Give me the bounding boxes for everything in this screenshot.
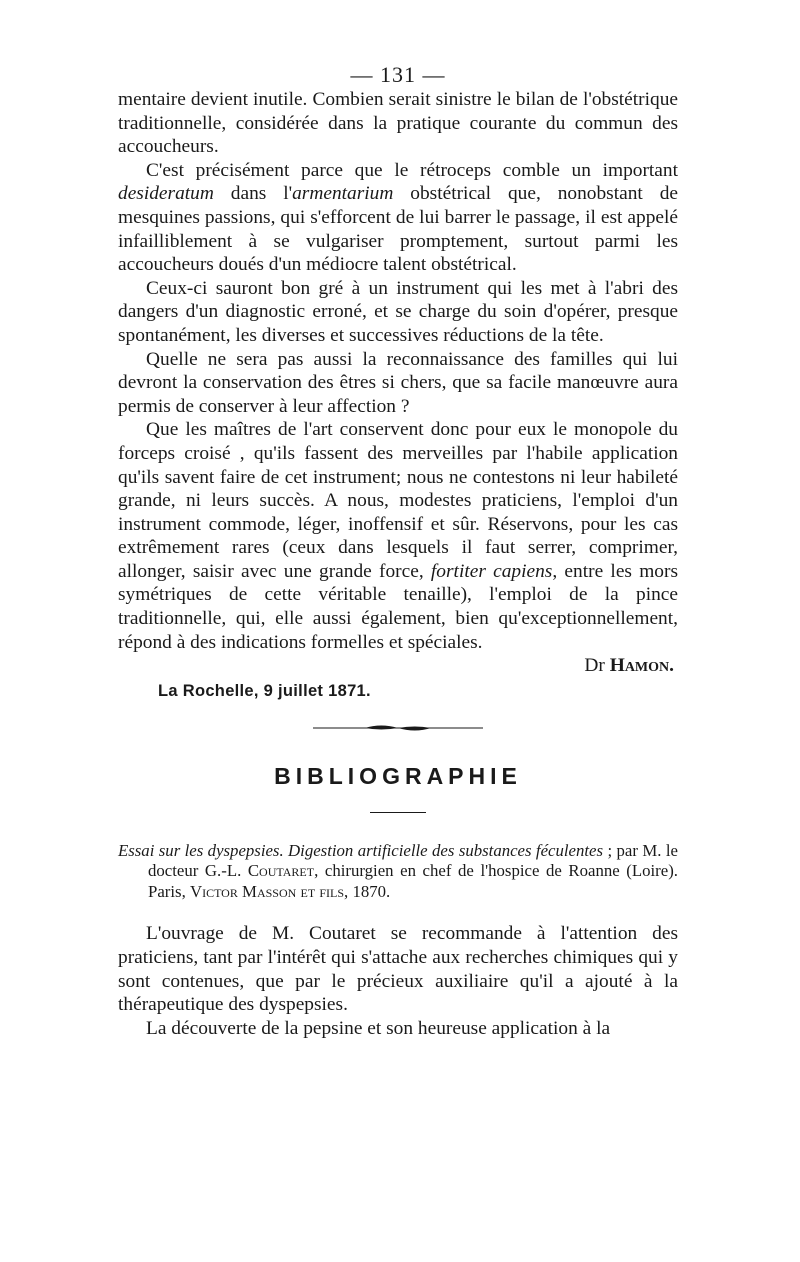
book-title: Essai sur les dyspepsies. Digestion artificielle des substances féculentes: [118, 840, 604, 860]
author-details: , chirurgien en chef de l'hospice de Roanne (Loire). Paris,: [148, 861, 678, 901]
signature-name: Hamon.: [609, 655, 674, 677]
section-rule: [370, 812, 426, 813]
paragraph-3: Ceux-ci sauront bon gré à un instrument qui les met à l'abri des dangers d'un diagnostic erroné, et se charge du soin d'opérer, presque spontanément, les diverses et successives réductions de la tête.: [118, 277, 678, 346]
article-body: [118, 88, 678, 654]
paragraph-5-lead: Que les maîtres de l'art conservent donc pour eux le monopole du forceps croisé , qu'ils fassent des merveilles par l'habile application qu'ils savent faire de cet instrument; nous ne contestons ni leur habileté grande, ni leurs succès. A nous, modestes praticiens, l'emploi d'un instrument commode, léger, inoffensif et sûr. Réservons, pour les cas extrêmement rares (ceux dans lesquels il faut serrer, comprimer, allonger, saisir avec une grande force,: [118, 419, 678, 582]
paragraph-5-tail: , entre les mors symétriques de cette véritable tenaille), l'emploi de la pince traditionnelle, qui, elle aussi également, bien qu'exceptionnellement, répond à des indications formelles et spéciales.: [118, 560, 678, 653]
publication-year: , 1870.: [344, 881, 391, 901]
paragraph-2-emphasis-desideratum: desideratum: [118, 183, 214, 205]
paragraph-2-emphasis-armentarium: armentarium: [292, 183, 394, 205]
signature-prefix: Dr: [584, 655, 610, 677]
paragraph-5-emphasis: fortiter capiens: [430, 560, 553, 582]
book-title-separator: ; par: [603, 840, 638, 860]
bibliography-entry: [118, 841, 678, 903]
publisher: Victor Masson et fils: [189, 881, 345, 901]
dateline: La Rochelle, 9 juillet 1871.: [158, 681, 371, 700]
paragraph-2-lead: C'est précisément parce que le rétroceps comble un important: [146, 159, 678, 181]
paragraph-4: Quelle ne sera pas aussi la reconnaissance des familles qui lui devront la conservation des êtres si chers, que sa facile manœuvre aura permis de conserver à leur affection ?: [118, 348, 678, 417]
author-prefix: M. le docteur: [148, 840, 678, 881]
review-body: [118, 922, 678, 1040]
section-title: BIBLIOGRAPHIE: [274, 762, 522, 789]
paragraph-1: mentaire devient inutile. Combien serait sinistre le bilan de l'obstétrique traditionnelle, considérée dans la pratique courante du commun des accoucheurs.: [118, 89, 678, 158]
paragraph-2-mid: dans l': [213, 183, 293, 205]
ornament-divider-icon: [313, 723, 483, 733]
paragraph-2-tail: obstétrical que, nonobstant de mesquines passions, qui s'efforcent de lui barrer le passage, il est appelé infailliblement à se vulgariser promptement, surtout parmi les accoucheurs doués d'un médiocre talent obstétrical.: [118, 183, 678, 276]
signature: [118, 654, 678, 678]
paragraph-2: [118, 159, 678, 277]
review-paragraph-1: L'ouvrage de M. Coutaret se recommande à l'attention des praticiens, tant par l'intérêt qui s'attache aux recherches chimiques qui y sont contenues, que par le précieux auxiliaire qu'il a ajouté à la thérapeutique des dyspepsies.: [118, 923, 678, 1016]
page-number: — 131 —: [350, 62, 446, 87]
author-name: G.-L. Coutaret: [204, 861, 315, 881]
paragraph-5: [118, 418, 678, 654]
review-paragraph-2: La découverte de la pepsine et son heureuse application à la: [146, 1017, 611, 1039]
